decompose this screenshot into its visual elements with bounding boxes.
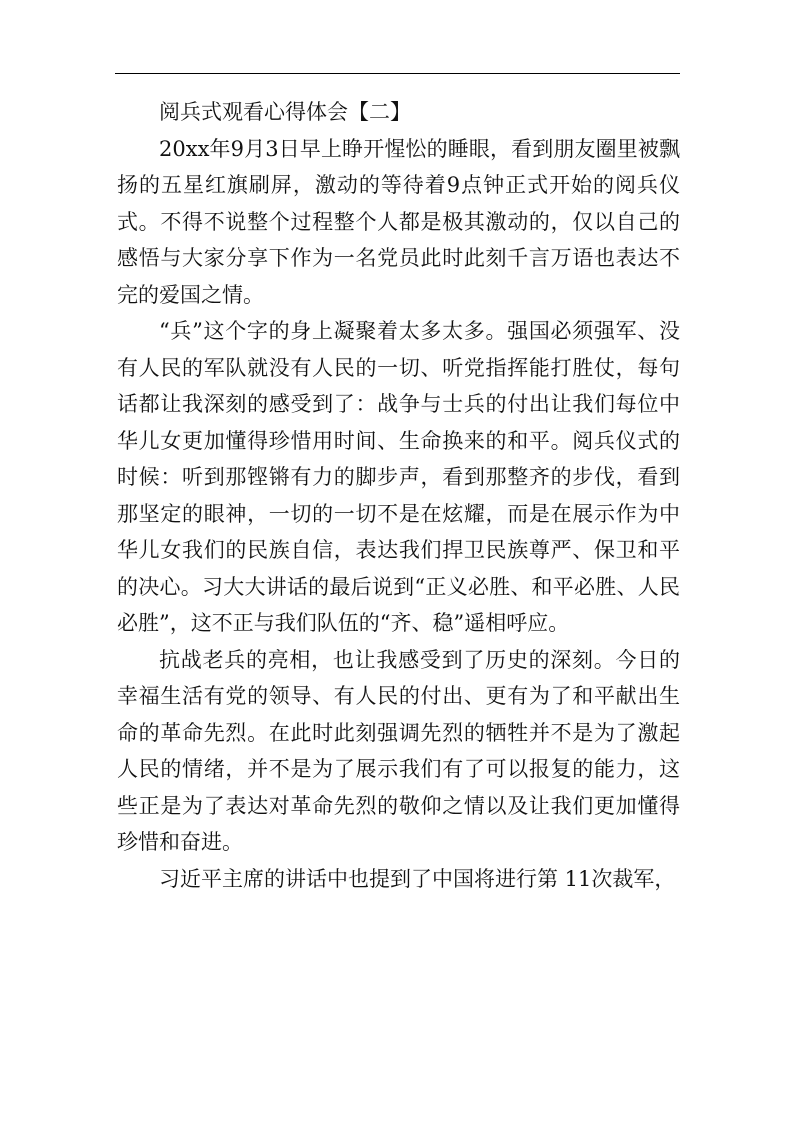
- header-rule: [115, 73, 680, 74]
- paragraph-4: 习近平主席的讲话中也提到了中国将进行第 11次裁军，: [159, 866, 676, 891]
- paragraph-3: 抗战老兵的亮相，也让我感受到了历史的深刻。今日的幸福生活有党的领导、有人民的付出、更有为了和平献出生命的革命先烈。在此时此刻强调先烈的牺牲并不是为了激起人民的情绪，并不是为了展示我们有了可以报复的能力，这些正是为了表达对革命先烈的敬仰之情以及让我们更加懂得珍惜和奋进。: [117, 647, 680, 854]
- paragraph-2: “兵”这个字的身上凝聚着太多太多。强国必须强军、没有人民的军队就没有人民的一切、听党指挥能打胜仗，每句话都让我深刻的感受到了：战争与士兵的付出让我们每位中华儿女更加懂得珍惜用时间、生命换来的和平。阅兵仪式的时候：听到那铿锵有力的脚步声，看到那整齐的步伐，看到那坚定的眼神，一切的一切不是在炫耀，而是在展示作为中华儿女我们的民族自信，表达我们捍卫民族尊严、保卫和平的决心。习大大讲话的最后说到“正义必胜、和平必胜、人民必胜”，这不正与我们队伍的“齐、稳”遥相呼应。: [117, 319, 680, 635]
- paragraph-1: 20xx年9月3日早上睁开惺忪的睡眼，看到朋友圈里被飘扬的五星红旗刷屏，激动的等待着9点钟正式开始的阅兵仪式。不得不说整个过程整个人都是极其激动的，仅以自己的感悟与大家分享下作为一名党员此时此刻千言万语也表达不完的爱国之情。: [117, 136, 680, 307]
- document-body: [117, 94, 680, 897]
- document-title: 阅兵式观看心得体会【二】: [159, 100, 411, 124]
